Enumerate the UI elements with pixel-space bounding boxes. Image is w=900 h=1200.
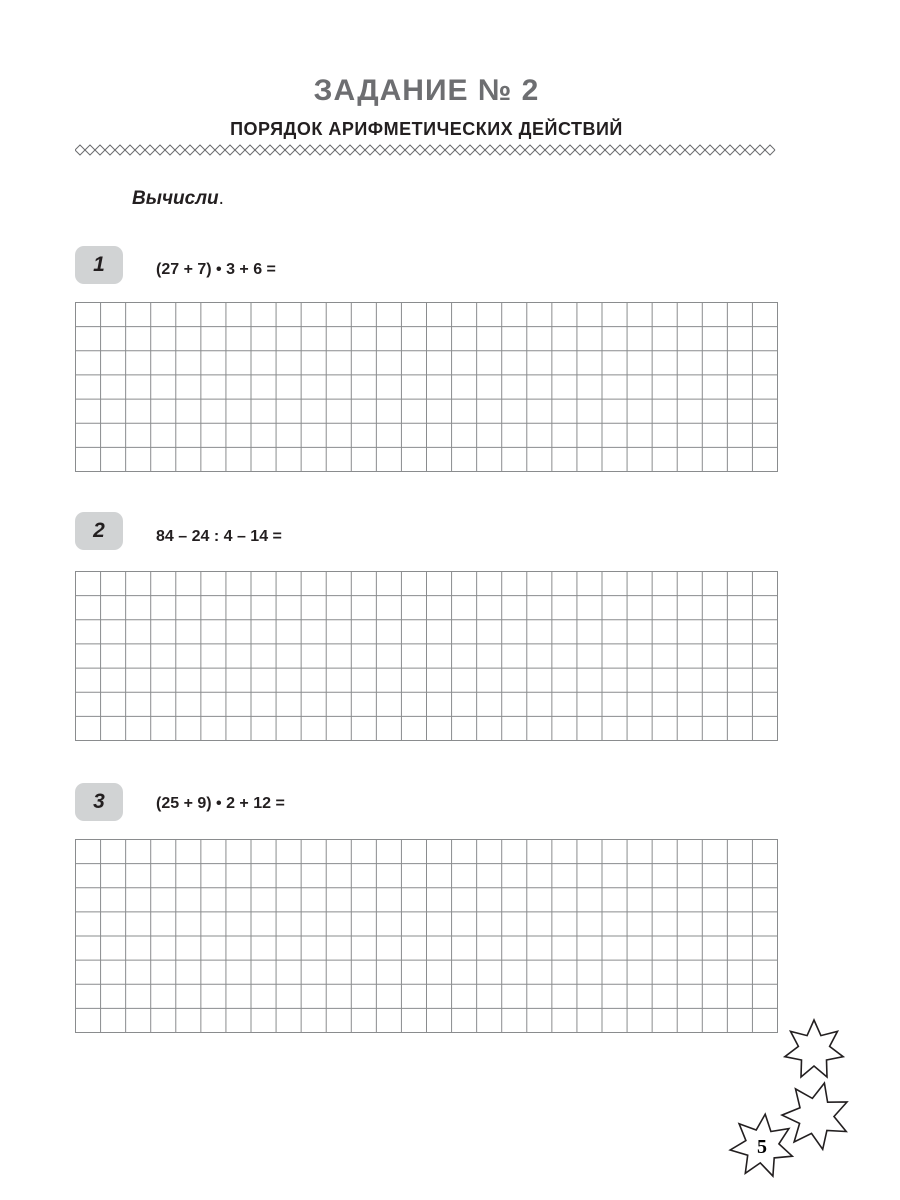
decorative-divider: [75, 143, 778, 157]
task-expression: (25 + 9) • 2 + 12 =: [156, 795, 285, 812]
decorative-stars: [728, 1018, 858, 1188]
answer-grid[interactable]: [75, 571, 778, 741]
task-number-badge: 3: [75, 783, 123, 821]
page-title: ЗАДАНИЕ № 2: [313, 74, 540, 107]
task-expression: 84 – 24 : 4 – 14 =: [156, 528, 282, 545]
star-icon: [782, 1083, 847, 1149]
star-icon: [785, 1020, 843, 1077]
instruction: [132, 188, 224, 210]
task-expression: (27 + 7) • 3 + 6 =: [156, 261, 276, 278]
answer-grid[interactable]: [75, 839, 778, 1033]
task-number-badge: 2: [75, 512, 123, 550]
task-number-badge: 1: [75, 246, 123, 284]
instruction-text: Вычисли: [132, 188, 219, 209]
page-subtitle: ПОРЯДОК АРИФМЕТИЧЕСКИХ ДЕЙСТВИЙ: [230, 119, 623, 139]
page-number: 5: [757, 1136, 767, 1158]
instruction-punct: .: [218, 188, 224, 209]
answer-grid[interactable]: [75, 302, 778, 472]
